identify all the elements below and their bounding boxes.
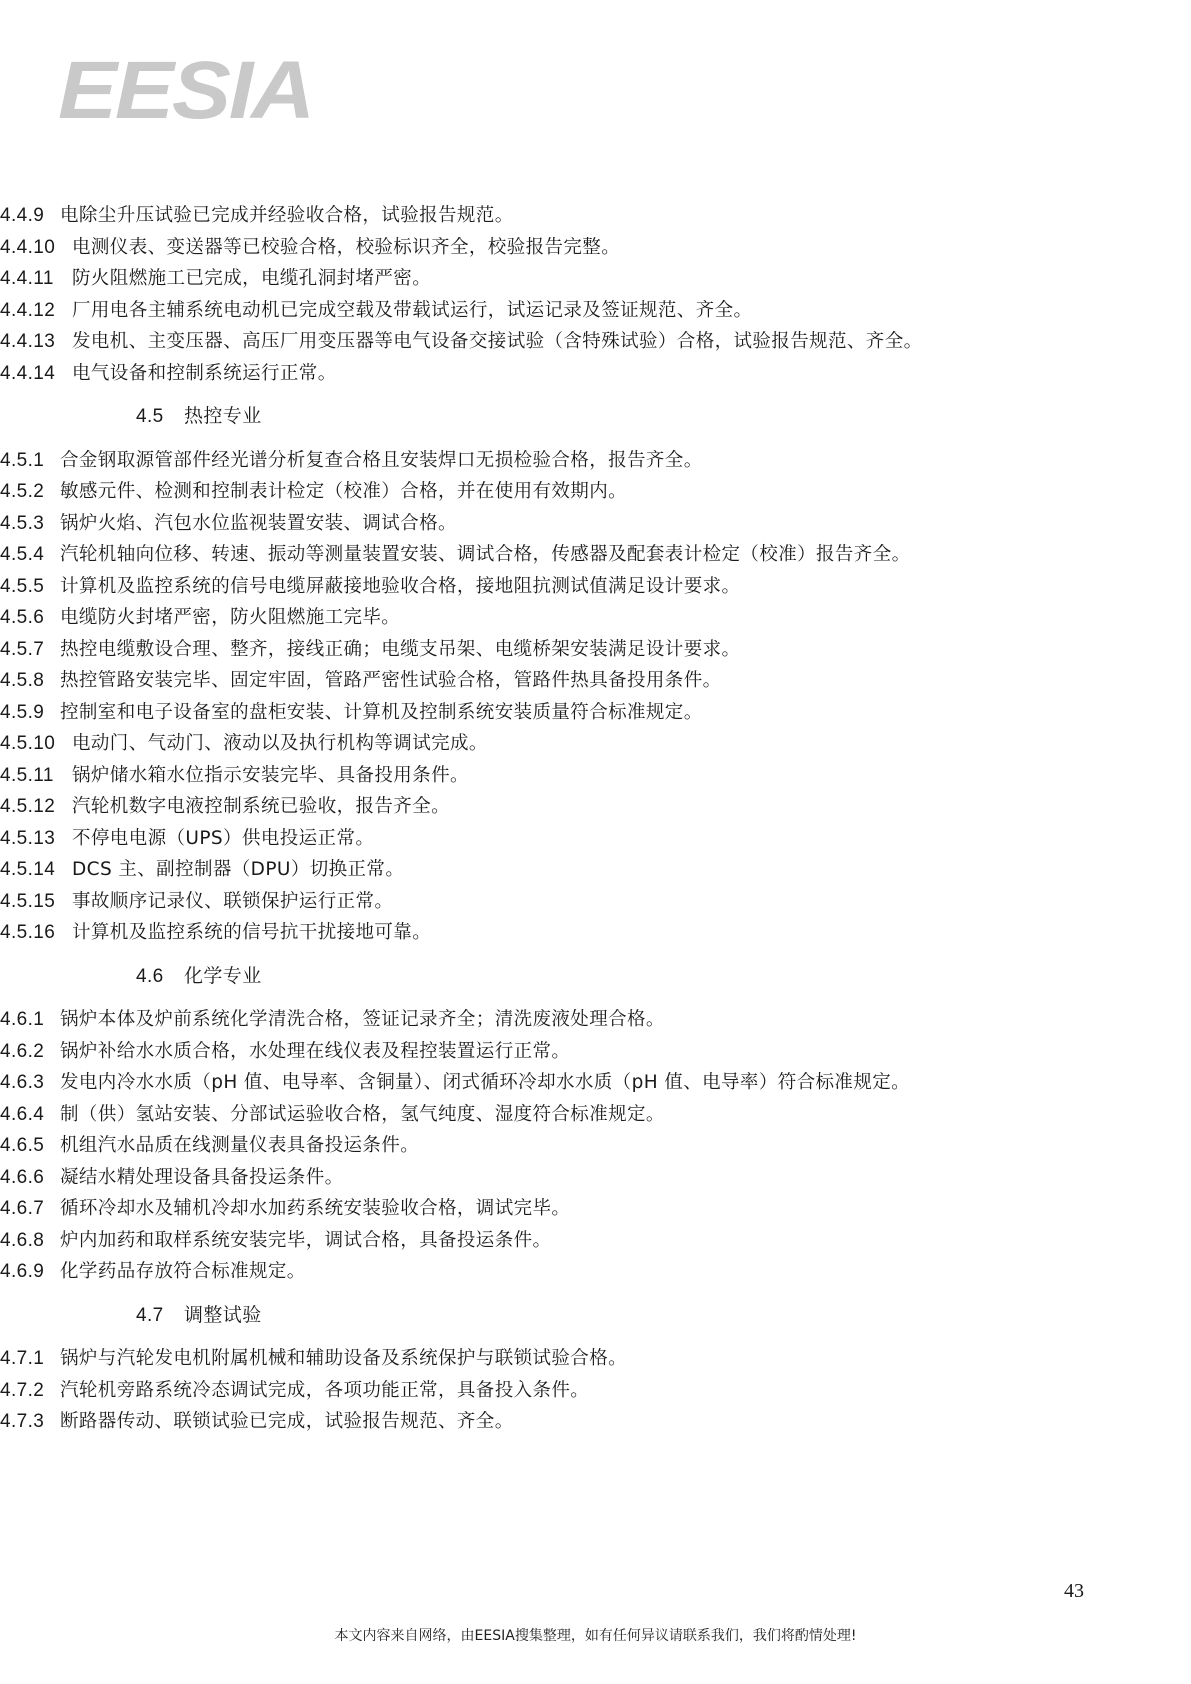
clause-number: 4.5.8 [0, 670, 45, 691]
clause-item [0, 295, 1088, 327]
clause-text: 锅炉火焰、汽包水位监视装置安装、调试合格。 [60, 512, 457, 534]
page-number: 43 [1064, 1580, 1084, 1602]
clause-item [0, 917, 1088, 949]
items-4-5 [0, 445, 1088, 949]
clause-text: 厂用电各主辅系统电动机已完成空载及带载试运行，试运记录及签证规范、齐全。 [72, 299, 753, 321]
clause-item [0, 571, 1088, 603]
section-heading-4-5 [136, 401, 1088, 433]
clause-item [0, 1375, 1088, 1407]
clause-item [0, 1225, 1088, 1257]
clause-number: 4.4.12 [0, 299, 56, 321]
clause-number: 4.5.11 [0, 764, 54, 786]
clause-number: 4.5.14 [0, 859, 56, 880]
clause-number: 4.5.2 [0, 481, 45, 502]
clause-text: 断路器传动、联锁试验已完成，试验报告规范、齐全。 [60, 1411, 514, 1432]
clause-text: 锅炉补给水水质合格，水处理在线仪表及程控装置运行正常。 [60, 1040, 571, 1062]
clause-item [0, 445, 1088, 477]
section-title: 热控专业 [184, 405, 262, 427]
clause-number: 4.6.6 [0, 1166, 45, 1188]
clause-number: 4.6.9 [0, 1261, 45, 1282]
clause-text: 防火阻燃施工已完成，电缆孔洞封堵严密。 [72, 268, 432, 289]
clause-text: 计算机及监控系统的信号抗干扰接地可靠。 [72, 922, 432, 943]
section-number: 4.6 [136, 965, 164, 987]
footer-notice: 本文内容来自网络，由EESIA搜集整理，如有任何异议请联系我们，我们将酌情处理! [334, 1628, 857, 1644]
clause-text: 机组汽水品质在线测量仪表具备投运条件。 [60, 1135, 420, 1156]
clause-item [0, 1193, 1088, 1225]
clause-item [0, 1406, 1088, 1438]
clause-item [0, 539, 1088, 571]
clause-text: 发电机、主变压器、高压厂用变压器等电气设备交接试验（含特殊试验）合格，试验报告规范、齐全。 [72, 331, 923, 352]
clause-text: DCS 主、副控制器（DPU）切换正常。 [72, 859, 405, 880]
clause-text: 汽轮机轴向位移、转速、振动等测量装置安装、调试合格，传感器及配套表计检定（校准）报告齐全。 [60, 544, 911, 565]
section-heading-4-6 [136, 961, 1088, 993]
clause-item [0, 1162, 1088, 1194]
clause-number: 4.5.13 [0, 827, 56, 849]
clause-item [0, 1256, 1088, 1288]
clause-number: 4.6.5 [0, 1135, 45, 1156]
clause-text: 锅炉与汽轮发电机附属机械和辅助设备及系统保护与联锁试验合格。 [60, 1348, 628, 1369]
clause-text: 凝结水精处理设备具备投运条件。 [60, 1166, 344, 1188]
clause-text: 合金钢取源管部件经光谱分析复查合格且安装焊口无损检验合格，报告齐全。 [60, 449, 703, 471]
clause-item [0, 476, 1088, 508]
clause-text: 敏感元件、检测和控制表计检定（校准）合格，并在使用有效期内。 [60, 481, 628, 502]
clause-item [0, 1004, 1088, 1036]
document-body [0, 200, 1088, 1438]
clause-number: 4.5.16 [0, 922, 56, 943]
clause-number: 4.4.9 [0, 205, 45, 226]
clause-text: 事故顺序记录仪、联锁保护运行正常。 [72, 890, 394, 912]
clause-item [0, 886, 1088, 918]
clause-text: 发电内冷水水质（pH 值、电导率、含铜量）、闭式循环冷却水水质（pH 值、电导率）符合标准规定。 [60, 1072, 911, 1093]
clause-number: 4.7.3 [0, 1411, 45, 1432]
clause-text: 电动门、气动门、液动以及执行机构等调试完成。 [72, 733, 488, 754]
clause-item [0, 854, 1088, 886]
clause-item [0, 1036, 1088, 1068]
clause-item [0, 728, 1088, 760]
clause-text: 锅炉储水箱水位指示安装完毕、具备投用条件。 [72, 764, 469, 786]
clause-item [0, 263, 1088, 295]
clause-number: 4.5.3 [0, 512, 45, 534]
clause-number: 4.6.2 [0, 1040, 45, 1062]
clause-text: 炉内加药和取样系统安装完毕，调试合格，具备投运条件。 [60, 1229, 552, 1251]
clause-number: 4.4.14 [0, 362, 56, 384]
clause-number: 4.5.12 [0, 796, 56, 817]
clause-item [0, 508, 1088, 540]
clause-item [0, 1067, 1088, 1099]
clause-item [0, 665, 1088, 697]
clause-number: 4.4.11 [0, 268, 54, 289]
clause-number: 4.5.1 [0, 449, 45, 471]
clause-item [0, 1099, 1088, 1131]
clause-text: 热控管路安装完毕、固定牢固，管路严密性试验合格，管路件热具备投用条件。 [60, 670, 722, 691]
clause-item [0, 602, 1088, 634]
clause-item [0, 200, 1088, 232]
clause-text: 不停电电源（UPS）供电投运正常。 [72, 827, 375, 849]
section-number: 4.5 [136, 406, 164, 427]
items-4-6 [0, 1004, 1088, 1288]
clause-text: 电测仪表、变送器等已校验合格，校验标识齐全，校验报告完整。 [72, 236, 621, 258]
clause-number: 4.7.2 [0, 1379, 45, 1401]
clause-number: 4.6.1 [0, 1009, 45, 1030]
clause-number: 4.4.10 [0, 236, 56, 258]
items-4-4 [0, 200, 1088, 389]
clause-number: 4.5.5 [0, 575, 45, 597]
section-number: 4.7 [136, 1304, 164, 1326]
clause-number: 4.5.7 [0, 638, 45, 660]
clause-item [0, 760, 1088, 792]
clause-text: 锅炉本体及炉前系统化学清洗合格，签证记录齐全；清洗废液处理合格。 [60, 1009, 665, 1030]
clause-number: 4.5.9 [0, 701, 45, 723]
clause-number: 4.5.15 [0, 890, 56, 912]
clause-number: 4.4.13 [0, 331, 56, 352]
clause-number: 4.5.6 [0, 607, 45, 628]
section-title: 调整试验 [184, 1303, 262, 1326]
clause-number: 4.5.10 [0, 733, 56, 754]
clause-number: 4.6.4 [0, 1103, 45, 1125]
clause-text: 制（供）氢站安装、分部试运验收合格，氢气纯度、湿度符合标准规定。 [60, 1103, 665, 1125]
clause-number: 4.6.7 [0, 1198, 45, 1219]
clause-text: 电缆防火封堵严密，防火阻燃施工完毕。 [60, 607, 401, 628]
clause-text: 电气设备和控制系统运行正常。 [72, 362, 337, 384]
clause-item [0, 791, 1088, 823]
clause-item [0, 326, 1088, 358]
clause-text: 计算机及监控系统的信号电缆屏蔽接地验收合格，接地阻抗测试值满足设计要求。 [60, 575, 741, 597]
clause-item [0, 232, 1088, 264]
clause-item [0, 823, 1088, 855]
clause-item [0, 697, 1088, 729]
clause-item [0, 358, 1088, 390]
clause-text: 热控电缆敷设合理、整齐，接线正确；电缆支吊架、电缆桥架安装满足设计要求。 [60, 638, 741, 660]
section-heading-4-7 [136, 1300, 1088, 1332]
clause-number: 4.6.3 [0, 1072, 45, 1093]
clause-text: 汽轮机旁路系统冷态调试完成，各项功能正常，具备投入条件。 [60, 1379, 590, 1401]
clause-item [0, 634, 1088, 666]
items-4-7 [0, 1343, 1088, 1438]
clause-number: 4.7.1 [0, 1348, 45, 1369]
clause-text: 汽轮机数字电液控制系统已验收，报告齐全。 [72, 796, 451, 817]
clause-item [0, 1343, 1088, 1375]
eesia-logo: EESIA [58, 45, 313, 136]
clause-number: 4.5.4 [0, 544, 45, 565]
clause-item [0, 1130, 1088, 1162]
clause-text: 电除尘升压试验已完成并经验收合格，试验报告规范。 [60, 205, 514, 226]
clause-text: 循环冷却水及辅机冷却水加药系统安装验收合格，调试完毕。 [60, 1198, 571, 1219]
section-title: 化学专业 [184, 964, 262, 987]
clause-number: 4.6.8 [0, 1229, 45, 1251]
clause-text: 化学药品存放符合标准规定。 [60, 1261, 306, 1282]
clause-text: 控制室和电子设备室的盘柜安装、计算机及控制系统安装质量符合标准规定。 [60, 701, 703, 723]
